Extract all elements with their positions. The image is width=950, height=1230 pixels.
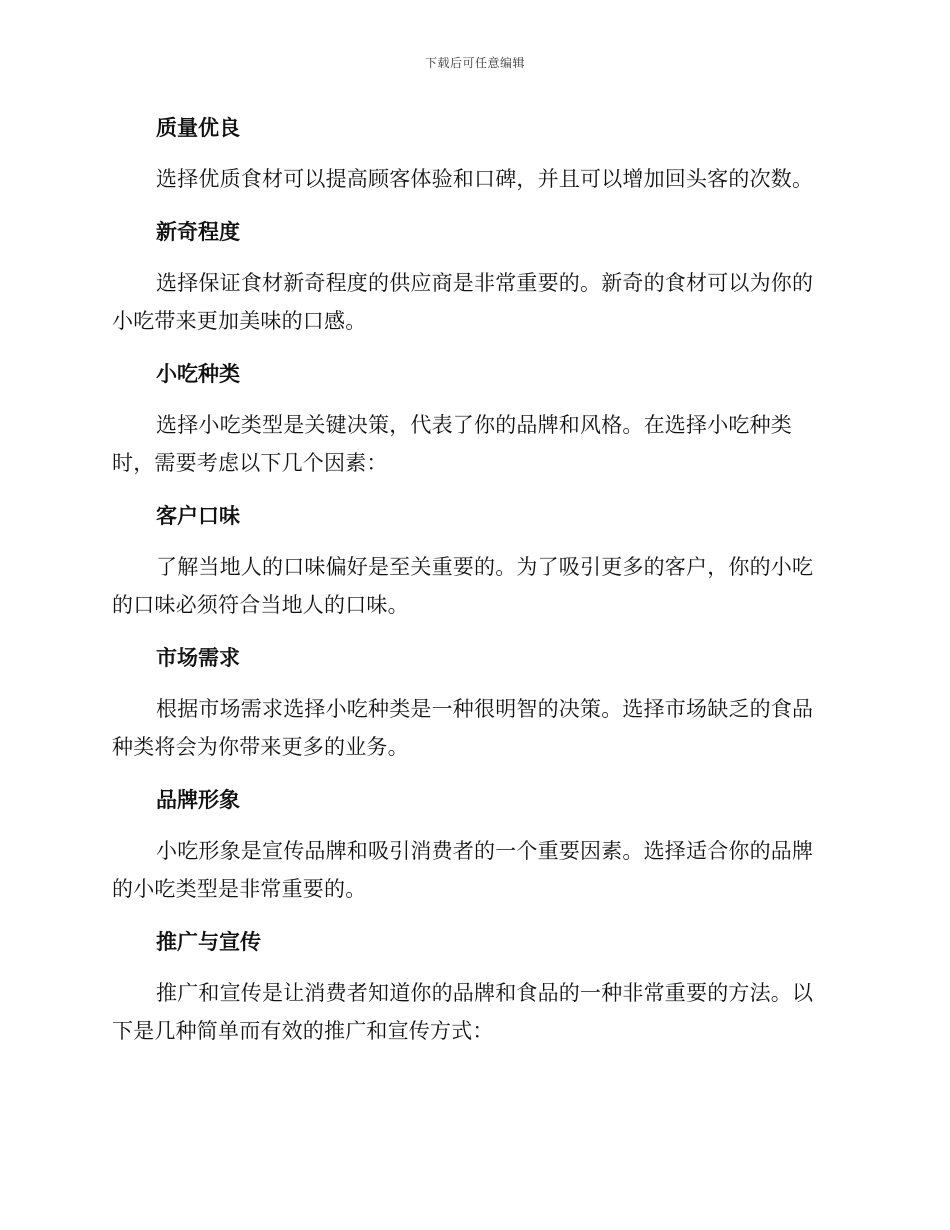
section-heading-market-demand: 市场需求	[156, 646, 240, 670]
section-heading-quality: 质量优良	[156, 116, 240, 140]
section-body-freshness: 选择保证食材新奇程度的供应商是非常重要的。新奇的食材可以为你的小吃带来更加美味的口感。	[112, 271, 814, 333]
section-heading-snack-types: 小吃种类	[156, 362, 240, 386]
section-heading-brand-image: 品牌形象	[156, 788, 240, 812]
section-body-promotion: 推广和宣传是让消费者知道你的品牌和食品的一种非常重要的方法。以下是几种简单而有效的推广和宣传方式：	[112, 981, 814, 1043]
page-header-note: 下载后可任意编辑	[424, 56, 525, 70]
document-body	[112, 108, 832, 1064]
section-body-quality: 选择优质食材可以提高顾客体验和口碑，并且可以增加回头客的次数。	[156, 167, 814, 191]
section-heading-freshness: 新奇程度	[156, 220, 240, 244]
section-heading-promotion: 推广与宣传	[156, 930, 261, 954]
section-heading-customer-taste: 客户口味	[156, 504, 240, 528]
section-body-brand-image: 小吃形象是宣传品牌和吸引消费者的一个重要因素。选择适合你的品牌的小吃类型是非常重要的。	[112, 839, 814, 901]
section-body-market-demand: 根据市场需求选择小吃种类是一种很明智的决策。选择市场缺乏的食品种类将会为你带来更多的业务。	[112, 697, 814, 759]
section-body-customer-taste: 了解当地人的口味偏好是至关重要的。为了吸引更多的客户，你的小吃的口味必须符合当地人的口味。	[112, 555, 814, 617]
section-body-snack-types: 选择小吃类型是关键决策，代表了你的品牌和风格。在选择小吃种类时，需要考虑以下几个因素：	[112, 413, 792, 475]
